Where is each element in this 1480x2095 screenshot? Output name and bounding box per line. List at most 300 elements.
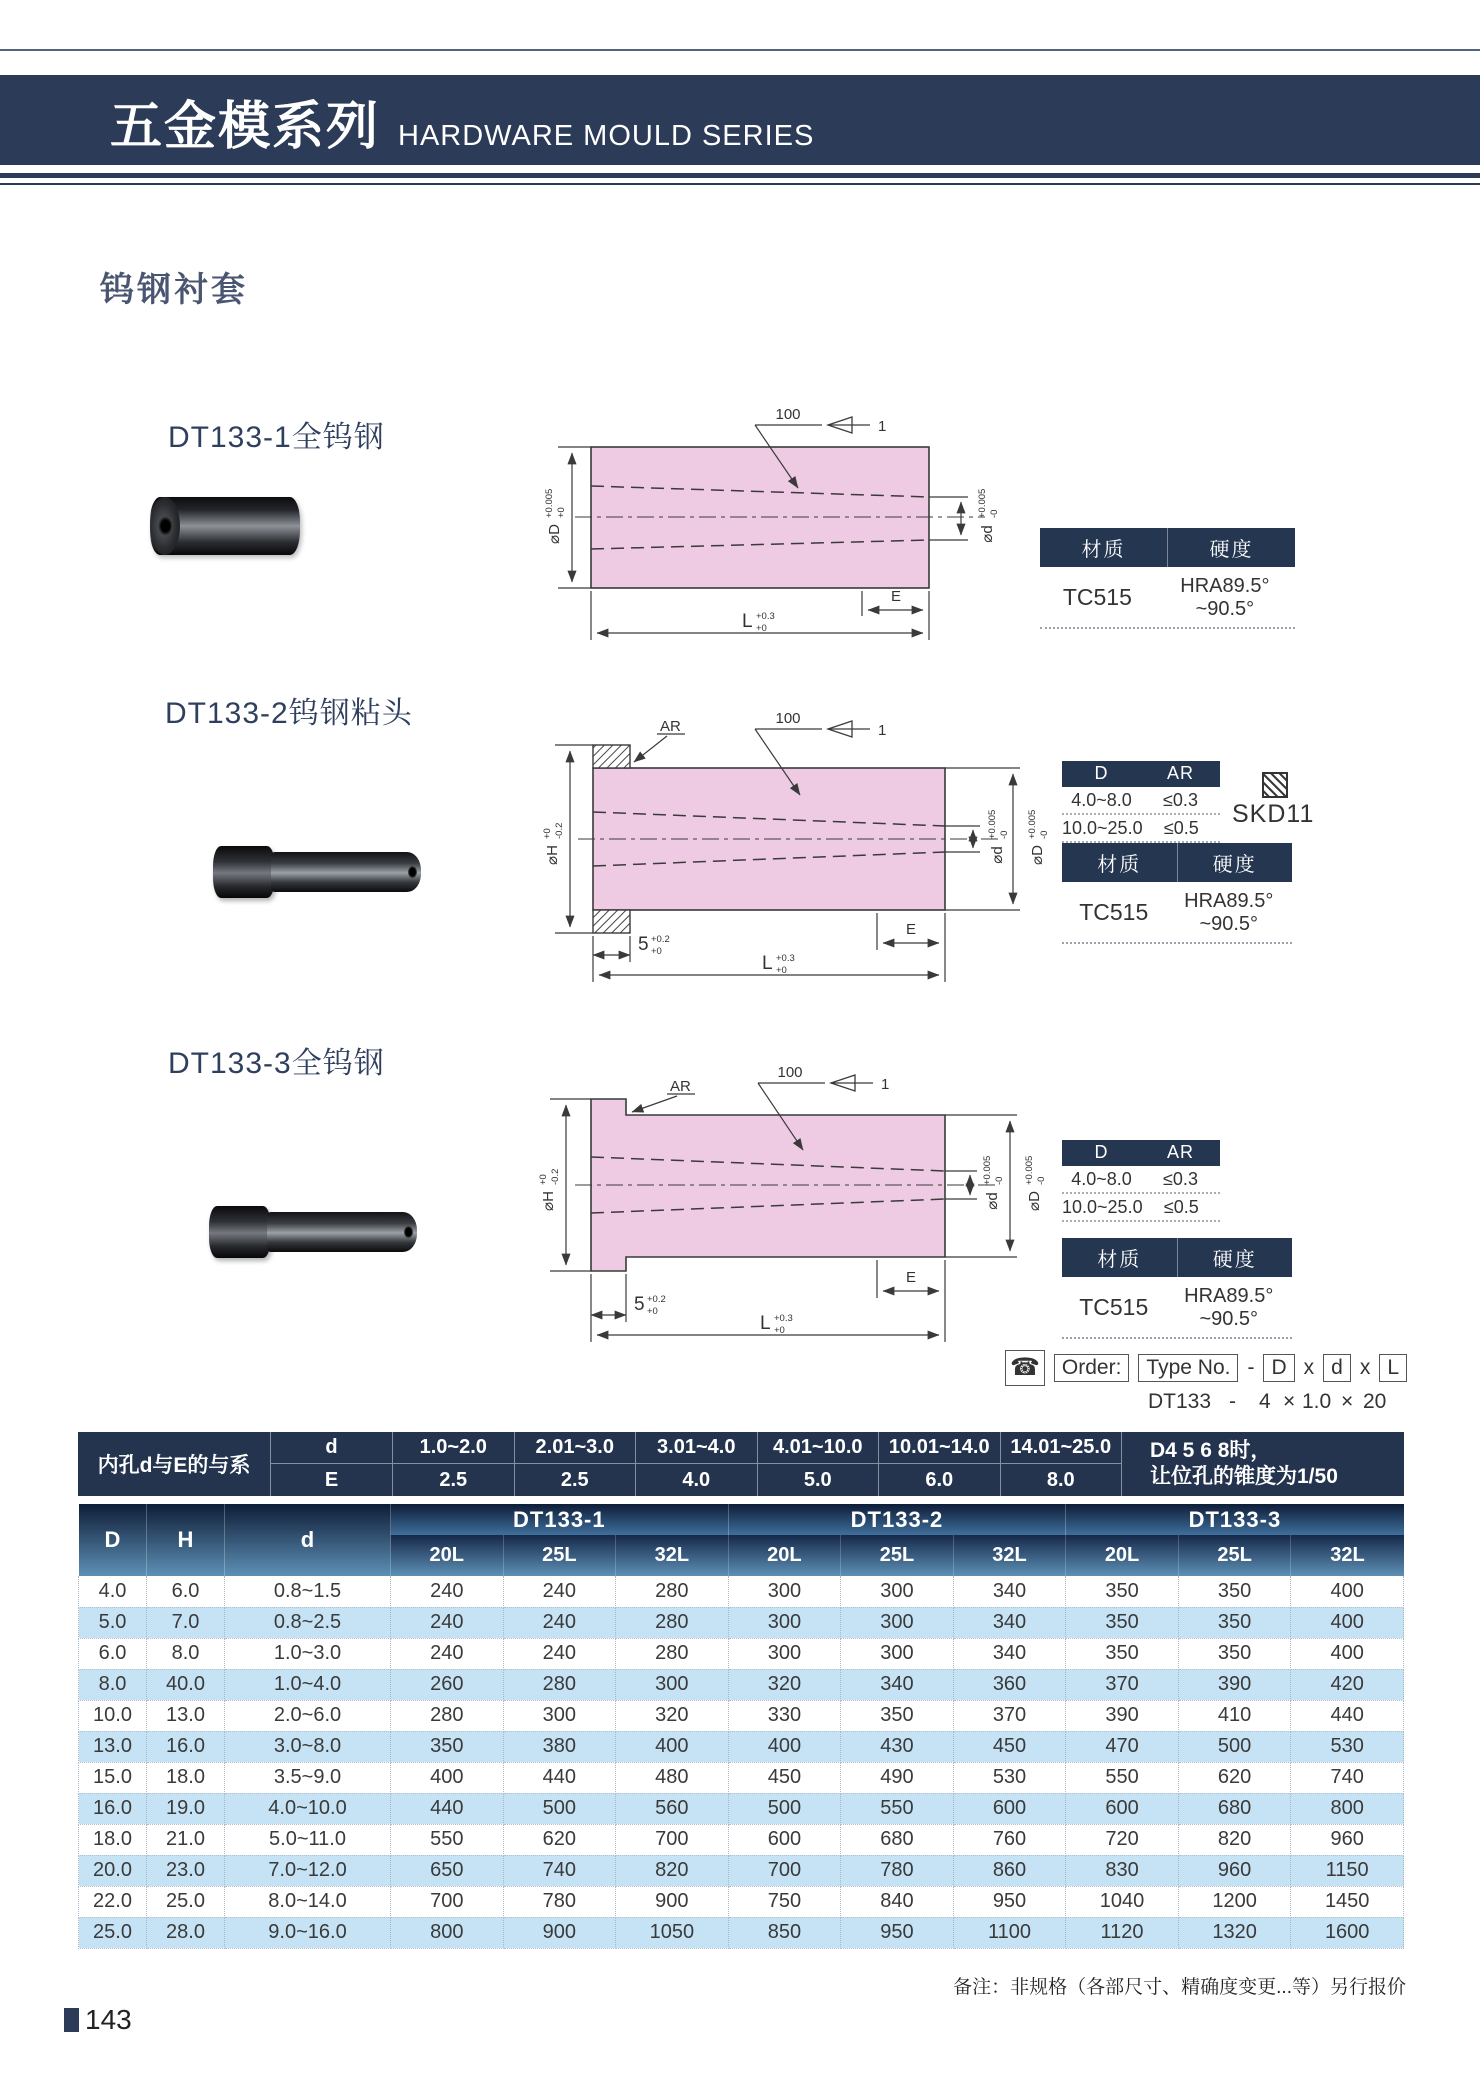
subcol-20L: 20L [728,1535,841,1576]
svg-text:+0.3: +0.3 [776,953,795,964]
cell-value: 470 [1066,1731,1179,1762]
material-value: TC515 [1079,1294,1149,1320]
svg-text:+0: +0 [774,1325,785,1336]
taper-one-label: 1 [878,418,887,435]
dim-label-diaD2 [1027,810,1050,865]
cell-value: 330 [728,1700,841,1731]
taper-one-label: 1 [878,722,887,739]
cell-value: 450 [728,1762,841,1793]
cell-value: 740 [1291,1762,1404,1793]
de-e-value: 8.0 [1000,1464,1122,1496]
cell-value: 320 [616,1700,729,1731]
cell-value: 280 [616,1576,729,1607]
cell-value: 1600 [1291,1917,1404,1948]
d-range: 10.0~25.0 [1062,1197,1143,1217]
cell-value: 300 [728,1638,841,1669]
header-title-cn: 五金模系列 [110,98,381,156]
cell-value: 350 [841,1700,954,1731]
svg-text:⌀D: ⌀D [1026,1191,1043,1211]
cell-value: 560 [616,1793,729,1824]
svg-text:+0.005: +0.005 [1024,1155,1035,1185]
example-D: 4 [1259,1390,1271,1413]
taper-ratio-label: 100 [775,710,801,727]
svg-text:+0.005: +0.005 [1027,809,1038,839]
cell-H: 6.0 [147,1576,225,1607]
hardness-col-header: 硬度 [1177,843,1293,882]
subcol-25L: 25L [503,1535,616,1576]
cell-value: 400 [616,1731,729,1762]
dim-label-E: E [905,1269,917,1286]
cell-H: 13.0 [147,1700,225,1731]
order-x: x [1359,1356,1371,1379]
cell-D: 6.0 [79,1638,147,1669]
steel-label: SKD11 [1232,800,1315,828]
subcol-20L: 20L [391,1535,504,1576]
cell-value: 780 [841,1855,954,1886]
header-rule-thick [0,173,1480,178]
cell-value: 400 [1291,1576,1404,1607]
cell-value: 1100 [953,1917,1066,1948]
cell-value: 1320 [1178,1917,1291,1948]
order-dash: - [1247,1356,1255,1379]
table-row [79,1669,1404,1700]
cell-D: 20.0 [79,1855,147,1886]
taper-ratio-label: 100 [775,406,801,423]
spec-table-body [79,1576,1404,1948]
svg-text:+0: +0 [556,507,567,518]
ar-col-header: AR [1166,1142,1194,1162]
group-header-dt133-2: DT133-2 [728,1504,1066,1535]
cell-value: 420 [1291,1669,1404,1700]
de-d-value: 4.01~10.0 [757,1432,879,1464]
cell-value: 360 [953,1669,1066,1700]
de-table-note [1121,1432,1404,1496]
cell-value: 300 [841,1607,954,1638]
section-label-dt133-2: DT133-2钨钢粘头 [165,697,413,730]
product-photo-dt133-3 [209,1206,417,1258]
cell-value: 820 [616,1855,729,1886]
cell-value: 350 [1066,1576,1179,1607]
cell-value: 400 [1291,1638,1404,1669]
d-col-header: D [1094,1142,1109,1162]
cell-value: 600 [953,1793,1066,1824]
dim-label-E: E [905,921,917,938]
dim-label-diaH [542,823,565,865]
cell-value: 440 [503,1762,616,1793]
drawing-dt133-2 [530,700,1070,990]
cell-d: 5.0~11.0 [225,1824,391,1855]
header-rule-thin [0,183,1480,185]
group-header-dt133-1: DT133-1 [391,1504,729,1535]
svg-text:+0.2: +0.2 [647,1294,666,1305]
flange-hatch-top [593,745,630,768]
cell-d: 1.0~4.0 [225,1669,391,1700]
dim-label-L [762,953,795,976]
hardness-value: HRA89.5° ~90.5° [1184,1285,1274,1330]
de-d-value: 1.0~2.0 [392,1432,514,1464]
svg-text:-0: -0 [994,1176,1005,1185]
cell-value: 300 [841,1576,954,1607]
phone-icon: ☎ [1005,1350,1045,1386]
svg-text:⌀d: ⌀d [989,846,1006,864]
cell-H: 7.0 [147,1607,225,1638]
hardness-col-header: 硬度 [1167,528,1295,567]
cell-d: 2.0~6.0 [225,1700,391,1731]
cell-value: 680 [841,1824,954,1855]
cell-value: 700 [391,1886,504,1917]
hatch-swatch-icon [1262,772,1288,798]
svg-text:⌀H: ⌀H [544,845,561,865]
cell-value: 440 [1291,1700,1404,1731]
cell-value: 550 [391,1824,504,1855]
order-x: x [1303,1356,1315,1379]
cell-value: 350 [391,1731,504,1762]
section-label-dt133-3: DT133-3全钨钢 [168,1047,385,1080]
svg-text:⌀d: ⌀d [979,525,996,543]
taper-ratio-label: 100 [777,1064,803,1081]
svg-text:+0.3: +0.3 [774,1313,793,1324]
svg-text:+0: +0 [538,1174,549,1185]
cell-H: 28.0 [147,1917,225,1948]
cell-D: 4.0 [79,1576,147,1607]
cell-value: 280 [616,1638,729,1669]
example-L: 20 [1363,1390,1387,1413]
top-rule [0,49,1480,51]
order-box-L: L [1379,1354,1407,1382]
dim-label-L [742,611,775,634]
de-e-value: 5.0 [757,1464,879,1496]
svg-text:-0: -0 [1036,1176,1047,1185]
cell-value: 370 [1066,1669,1179,1700]
cell-value: 300 [616,1669,729,1700]
svg-text:-0.2: -0.2 [550,1168,561,1185]
dim-label-diaD2 [1024,1156,1047,1211]
table-row [79,1576,1404,1607]
ar-label: AR [670,1078,691,1095]
svg-text:+0.005: +0.005 [987,809,998,839]
de-relation-table [78,1432,1404,1496]
cell-H: 23.0 [147,1855,225,1886]
cell-d: 8.0~14.0 [225,1886,391,1917]
svg-text:-0: -0 [999,830,1010,839]
cell-H: 25.0 [147,1886,225,1917]
de-d-value: 3.01~4.0 [635,1432,757,1464]
cell-value: 550 [1066,1762,1179,1793]
cell-value: 400 [391,1762,504,1793]
de-row-e-label: E [270,1464,392,1496]
subcol-32L: 32L [616,1535,729,1576]
cell-value: 800 [391,1917,504,1948]
cell-value: 780 [503,1886,616,1917]
d-range: 4.0~8.0 [1071,1169,1132,1189]
svg-text:5: 5 [634,1294,645,1315]
svg-text:⌀H: ⌀H [540,1191,557,1211]
material-col-header: 材质 [1097,854,1142,876]
material-value: TC515 [1079,899,1149,925]
cell-value: 400 [728,1731,841,1762]
cell-D: 15.0 [79,1762,147,1793]
cell-D: 13.0 [79,1731,147,1762]
table-row [79,1762,1404,1793]
d-range: 10.0~25.0 [1062,818,1143,838]
cell-value: 480 [616,1762,729,1793]
cell-value: 500 [728,1793,841,1824]
cell-D: 16.0 [79,1793,147,1824]
d-ar-table-2 [1062,761,1220,843]
flange-hatch-bottom [593,910,630,933]
subcol-20L: 20L [1066,1535,1179,1576]
cell-value: 340 [953,1576,1066,1607]
cell-value: 280 [391,1700,504,1731]
material-table-3 [1062,1238,1292,1339]
example-d: 1.0 [1302,1390,1332,1413]
cell-value: 370 [953,1700,1066,1731]
svg-text:+0.005: +0.005 [982,1155,993,1185]
cell-value: 490 [841,1762,954,1793]
cell-d: 7.0~12.0 [225,1855,391,1886]
cell-value: 500 [503,1793,616,1824]
cell-value: 850 [728,1917,841,1948]
cell-value: 500 [1178,1731,1291,1762]
de-d-value: 14.01~25.0 [1000,1432,1122,1464]
table-row [79,1607,1404,1638]
cell-value: 340 [953,1607,1066,1638]
section-label-dt133-1: DT133-1全钨钢 [168,421,385,454]
example-dash: - [1229,1390,1236,1413]
cell-value: 700 [728,1855,841,1886]
subcol-25L: 25L [1178,1535,1291,1576]
drawing-dt133-1 [530,400,1030,660]
cell-D: 8.0 [79,1669,147,1700]
cell-value: 950 [953,1886,1066,1917]
cell-d: 3.0~8.0 [225,1731,391,1762]
material-table-1 [1040,528,1295,629]
cell-H: 19.0 [147,1793,225,1824]
cell-value: 760 [953,1824,1066,1855]
svg-text:+0.3: +0.3 [756,611,775,622]
dim-label-L [760,1313,793,1336]
spec-table [78,1504,1404,1949]
cell-value: 840 [841,1886,954,1917]
cell-value: 440 [391,1793,504,1824]
cell-value: 600 [728,1824,841,1855]
group-header-dt133-3: DT133-3 [1066,1504,1404,1535]
cell-value: 340 [841,1669,954,1700]
header-band [0,75,1480,165]
cell-value: 390 [1178,1669,1291,1700]
page-number [64,2004,132,2036]
cell-value: 530 [1291,1731,1404,1762]
cell-value: 720 [1066,1824,1179,1855]
cell-value: 620 [1178,1762,1291,1793]
cell-value: 1150 [1291,1855,1404,1886]
svg-text:+0.005: +0.005 [977,488,988,518]
ar-limit: ≤0.5 [1163,818,1199,838]
cell-value: 300 [841,1638,954,1669]
dim-label-diad [987,810,1010,864]
cell-value: 400 [1291,1607,1404,1638]
cell-value: 350 [1066,1638,1179,1669]
cell-value: 600 [1066,1793,1179,1824]
cell-value: 350 [1066,1607,1179,1638]
type-no-box: Type No. [1138,1354,1238,1382]
cell-value: 280 [616,1607,729,1638]
svg-text:⌀D: ⌀D [546,524,563,544]
svg-text:+0.005: +0.005 [544,488,555,518]
svg-text:+0: +0 [647,1306,658,1317]
material-table-2 [1062,843,1292,944]
cell-H: 21.0 [147,1824,225,1855]
cell-value: 1050 [616,1917,729,1948]
cell-D: 22.0 [79,1886,147,1917]
page-title: 钨钢衬套 [100,271,248,309]
cell-value: 240 [503,1638,616,1669]
ar-label: AR [660,718,681,735]
table-row [79,1638,1404,1669]
cell-d: 4.0~10.0 [225,1793,391,1824]
cell-D: 18.0 [79,1824,147,1855]
cell-value: 300 [728,1576,841,1607]
cell-value: 240 [391,1576,504,1607]
cell-value: 240 [503,1607,616,1638]
cell-value: 390 [1066,1700,1179,1731]
de-e-value: 4.0 [635,1464,757,1496]
material-col-header: 材质 [1097,1249,1142,1271]
cell-value: 350 [1178,1576,1291,1607]
order-box-d: d [1323,1354,1351,1382]
cell-D: 10.0 [79,1700,147,1731]
hardness-value: HRA89.5° ~90.5° [1184,890,1274,935]
cell-D: 25.0 [79,1917,147,1948]
col-header-D: D [79,1504,147,1576]
cell-value: 1200 [1178,1886,1291,1917]
cell-value: 300 [503,1700,616,1731]
order-format [1005,1350,1435,1420]
ar-limit: ≤0.5 [1163,1197,1199,1217]
cell-D: 5.0 [79,1607,147,1638]
svg-text:⌀D: ⌀D [1029,845,1046,865]
cell-value: 280 [503,1669,616,1700]
svg-text:+0: +0 [542,828,553,839]
hardness-value: HRA89.5° ~90.5° [1180,575,1270,620]
table-row [79,1886,1404,1917]
cell-value: 240 [503,1576,616,1607]
col-header-H: H [147,1504,225,1576]
page-number-value: 143 [85,2004,132,2035]
cell-value: 680 [1178,1793,1291,1824]
taper-one-label: 1 [881,1076,890,1093]
material-value: TC515 [1062,584,1132,610]
cell-value: 410 [1178,1700,1291,1731]
material-col-header: 材质 [1081,539,1126,561]
cell-H: 40.0 [147,1669,225,1700]
svg-text:L: L [762,953,773,974]
ar-limit: ≤0.3 [1163,790,1198,810]
cell-value: 260 [391,1669,504,1700]
cell-H: 8.0 [147,1638,225,1669]
cell-value: 1040 [1066,1886,1179,1917]
dim-label-diaH [538,1169,561,1211]
note-line-2: 让位孔的锥度为1/50 [1150,1465,1338,1488]
cell-value: 750 [728,1886,841,1917]
cell-value: 900 [503,1917,616,1948]
cell-value: 380 [503,1731,616,1762]
cell-value: 430 [841,1731,954,1762]
cell-value: 900 [616,1886,729,1917]
cell-value: 320 [728,1669,841,1700]
table-row [79,1824,1404,1855]
de-e-value: 2.5 [514,1464,636,1496]
table-row [79,1731,1404,1762]
cell-value: 800 [1291,1793,1404,1824]
svg-text:L: L [760,1313,771,1334]
order-box-D: D [1263,1354,1294,1382]
subcol-25L: 25L [841,1535,954,1576]
svg-text:+0: +0 [776,965,787,976]
cell-value: 960 [1291,1824,1404,1855]
table-row [79,1917,1404,1948]
steel-marker [1232,772,1322,829]
cell-value: 530 [953,1762,1066,1793]
example-type: DT133 [1148,1390,1212,1413]
de-d-value: 2.01~3.0 [514,1432,636,1464]
cell-value: 700 [616,1824,729,1855]
example-x: × [1283,1390,1296,1413]
table-row [79,1855,1404,1886]
cell-d: 0.8~2.5 [225,1607,391,1638]
ar-col-header: AR [1166,763,1194,783]
cell-H: 18.0 [147,1762,225,1793]
table-row [79,1700,1404,1731]
cell-value: 350 [1178,1638,1291,1669]
cell-value: 950 [841,1917,954,1948]
dim-label-diaD [544,489,567,544]
svg-text:+0.2: +0.2 [651,934,670,945]
dim-label-5 [634,1294,666,1317]
product-photo-dt133-2 [213,846,421,898]
dim-label-5 [638,934,670,957]
svg-text:-0: -0 [1039,830,1050,839]
example-x: × [1341,1390,1354,1413]
subcol-32L: 32L [953,1535,1066,1576]
cell-value: 830 [1066,1855,1179,1886]
svg-text:5: 5 [638,934,649,955]
cell-value: 620 [503,1824,616,1855]
cell-value: 240 [391,1607,504,1638]
cell-value: 860 [953,1855,1066,1886]
order-example [1005,1386,1435,1414]
cell-value: 340 [953,1638,1066,1669]
note-line-1: D4 5 6 8时， [1150,1438,1272,1462]
cell-value: 240 [391,1638,504,1669]
cell-d: 1.0~3.0 [225,1638,391,1669]
svg-text:-0.2: -0.2 [554,822,565,839]
de-row-d-label: d [270,1432,392,1464]
de-e-value: 6.0 [878,1464,1000,1496]
cell-value: 1120 [1066,1917,1179,1948]
cell-value: 550 [841,1793,954,1824]
product-photo-dt133-1 [150,497,300,555]
header-title-en: HARDWARE MOULD SERIES [398,119,815,152]
d-ar-table-3 [1062,1140,1220,1222]
col-header-d: d [225,1504,391,1576]
cell-value: 650 [391,1855,504,1886]
svg-text:-0: -0 [989,509,1000,518]
ar-limit: ≤0.3 [1163,1169,1198,1189]
cell-value: 300 [728,1607,841,1638]
svg-text:L: L [742,611,753,632]
cell-H: 16.0 [147,1731,225,1762]
